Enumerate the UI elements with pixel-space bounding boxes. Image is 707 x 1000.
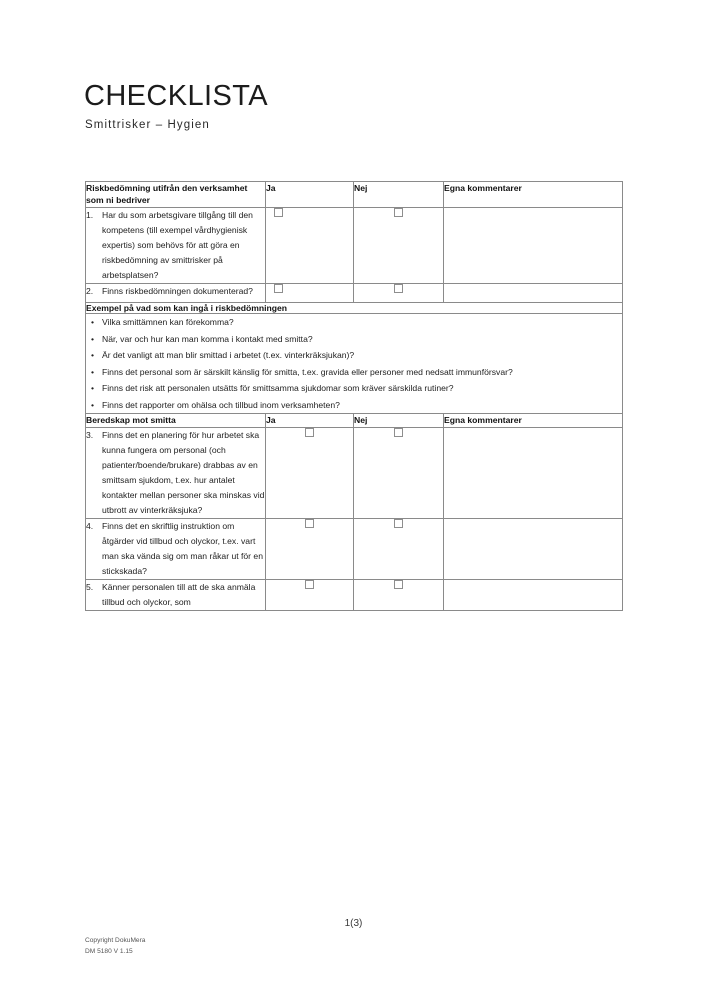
table-row: [86, 284, 623, 303]
checkbox-ja-5[interactable]: [305, 580, 314, 589]
examples-list-row: [86, 314, 623, 414]
list-item: • Vilka smittämnen kan förekomma?: [102, 314, 622, 331]
checkbox-ja-2[interactable]: [274, 284, 283, 293]
question-number-4: 4.: [86, 520, 94, 531]
question-cell-2: [86, 284, 266, 303]
question-text-3: Finns det en planering för hur arbetet ska kunna fungera om personal (och patienter/boende/brukare) drabbas av en smittsam sjukdom, t.ex. hur antalet kontakter mellan personer ska minskas vid utbrott av vinterkräksjuka?: [102, 429, 265, 515]
comment-cell-2[interactable]: [444, 284, 623, 303]
question-cell-3: [86, 427, 266, 518]
list-item: • Finns det risk att personalen utsätts för smittsamma sjukdomar som kräver särskilda rutiner?: [102, 380, 622, 397]
footer-meta: [85, 936, 145, 957]
column-header-question-section1: Riskbedömning utifrån den verksamhet som ni bedriver: [86, 182, 266, 208]
question-cell-5: [86, 579, 266, 610]
checkbox-cell-ja-4[interactable]: [266, 518, 354, 579]
checkbox-cell-nej-5[interactable]: [354, 579, 444, 610]
checkbox-cell-nej-2[interactable]: [354, 284, 444, 303]
list-item: • Finns det rapporter om ohälsa och tillbud inom verksamheten?: [102, 397, 622, 414]
checkbox-cell-ja-1[interactable]: [266, 207, 354, 283]
examples-list-cell: [86, 314, 623, 414]
question-cell-1: [86, 207, 266, 283]
checkbox-ja-1[interactable]: [274, 208, 283, 217]
column-header-comments-section1: Egna kommentarer: [444, 182, 623, 208]
checkbox-nej-5[interactable]: [394, 580, 403, 589]
column-header-nej-section2: Nej: [354, 414, 444, 427]
checkbox-cell-ja-3[interactable]: [266, 427, 354, 518]
examples-header: Exempel på vad som kan ingå i riskbedömningen: [86, 303, 623, 314]
comment-cell-4[interactable]: [444, 518, 623, 579]
list-item: • Är det vanligt att man blir smittad i arbetet (t.ex. vinterkräksjukan)?: [102, 347, 622, 364]
checkbox-nej-3[interactable]: [394, 428, 403, 437]
comment-cell-1[interactable]: [444, 207, 623, 283]
question-number-1: 1.: [86, 209, 94, 220]
column-header-question-section2: Beredskap mot smitta: [86, 414, 266, 427]
checkbox-cell-nej-3[interactable]: [354, 427, 444, 518]
checkbox-cell-nej-1[interactable]: [354, 207, 444, 283]
table-header-row-section2: [86, 414, 623, 427]
checkbox-nej-2[interactable]: [394, 284, 403, 293]
examples-bullet-list: [86, 314, 622, 413]
column-header-ja-section2: Ja: [266, 414, 354, 427]
question-number-2: 2.: [86, 286, 94, 297]
question-text-1: Har du som arbetsgivare tillgång till den kompetens (till exempel vårdhygienisk expertis) som behövs för att göra en riskbedömning av smittrisker på arbetsplatsen?: [102, 209, 253, 281]
column-header-ja-section1: Ja: [266, 182, 354, 208]
question-cell-4: [86, 518, 266, 579]
column-header-nej-section1: Nej: [354, 182, 444, 208]
checklist-table-wrapper: [85, 181, 622, 611]
checkbox-cell-ja-2[interactable]: [266, 284, 354, 303]
checkbox-nej-4[interactable]: [394, 519, 403, 528]
table-row: [86, 427, 623, 518]
page-subtitle: Smittrisker – Hygien: [85, 119, 210, 131]
checkbox-cell-ja-5[interactable]: [266, 579, 354, 610]
question-text-2: Finns riskbedömningen dokumenterad?: [102, 286, 253, 297]
question-text-4: Finns det en skriftlig instruktion om åtgärder vid tillbud och olyckor, t.ex. vart man ska vända sig om man råkar ut för en stickskada?: [102, 520, 263, 576]
table-row: [86, 579, 623, 610]
list-item: • Finns det personal som är särskilt känslig för smitta, t.ex. gravida eller personer med nedsatt immunförsvar?: [102, 364, 622, 381]
comment-cell-3[interactable]: [444, 427, 623, 518]
question-number-5: 5.: [86, 581, 94, 592]
checkbox-ja-4[interactable]: [305, 519, 314, 528]
list-item: • När, var och hur kan man komma i kontakt med smitta?: [102, 331, 622, 348]
checkbox-cell-nej-4[interactable]: [354, 518, 444, 579]
question-number-3: 3.: [86, 429, 94, 440]
footer-document-id: DM 5180 V 1.15: [85, 947, 133, 955]
footer-copyright: Copyright DokuMera: [85, 937, 146, 944]
comment-cell-5[interactable]: [444, 579, 623, 610]
checkbox-nej-1[interactable]: [394, 208, 403, 217]
page-title: CHECKLISTA: [84, 80, 268, 112]
table-header-row-section1: [86, 182, 623, 208]
table-row: [86, 207, 623, 283]
checklist-table: [85, 181, 623, 611]
column-header-comments-section2: Egna kommentarer: [444, 414, 623, 427]
question-text-5: Känner personalen till att de ska anmäla tillbud och olyckor, som: [102, 581, 256, 607]
page-number: 1(3): [344, 918, 363, 929]
table-row: [86, 518, 623, 579]
examples-header-row: [86, 303, 623, 314]
checkbox-ja-3[interactable]: [305, 428, 314, 437]
